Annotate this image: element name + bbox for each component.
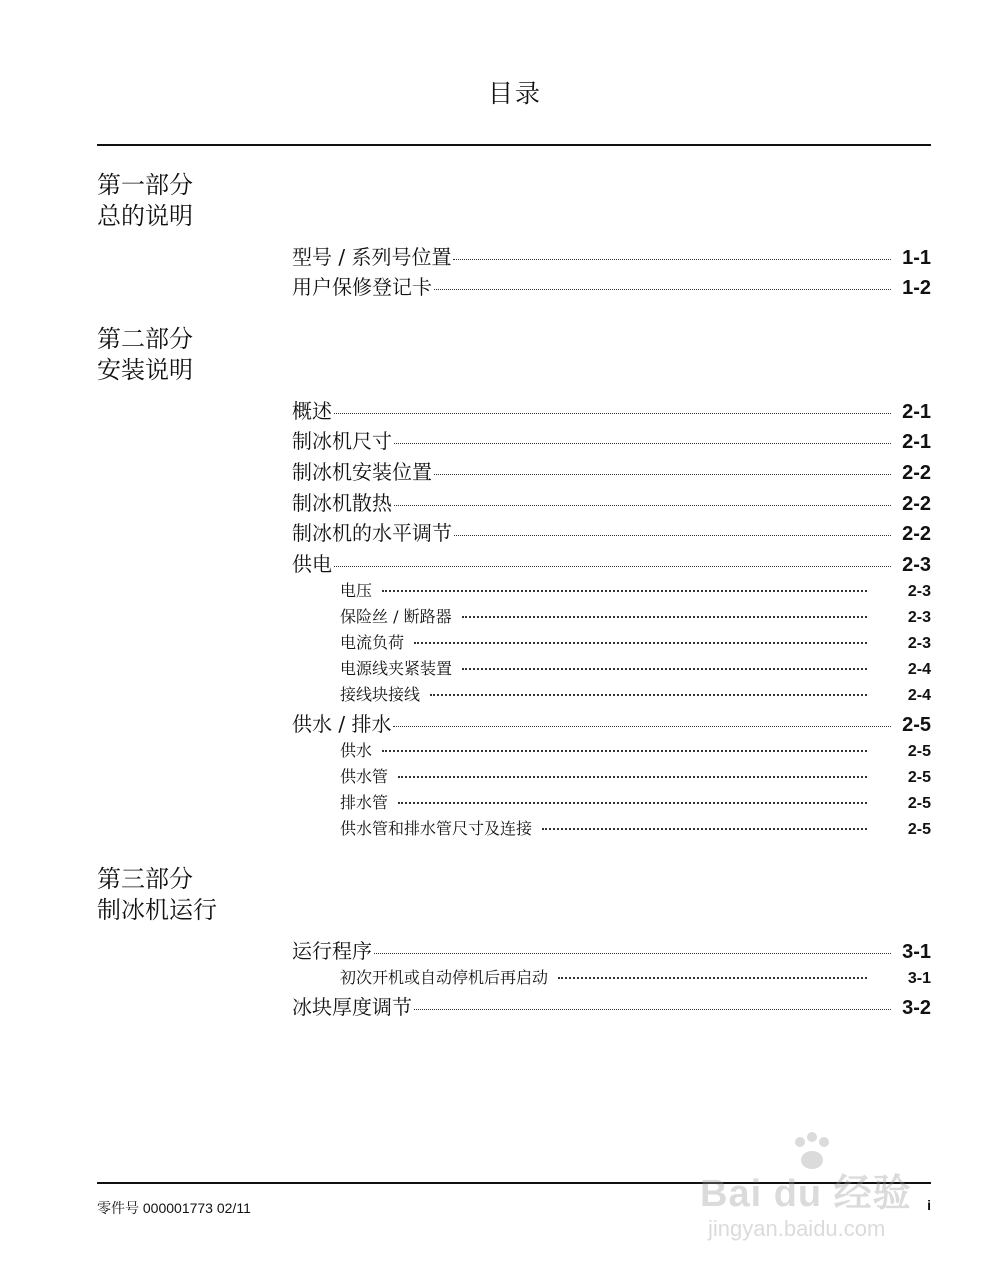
toc-subentry[interactable]	[340, 965, 931, 989]
toc-subentry-page: 2-4	[907, 661, 931, 678]
toc-subentry[interactable]	[340, 630, 931, 654]
toc-entry-page: 2-5	[902, 714, 931, 736]
toc-subentry-page: 2-5	[907, 769, 931, 786]
toc-subentry-page: 2-3	[907, 609, 931, 626]
toc-subentry-label: 电压	[340, 581, 373, 600]
toc-subentry-label: 保险丝 / 断路器	[340, 607, 452, 626]
toc-subentry-label: 电流负荷	[340, 633, 405, 652]
toc-subentry-page: 2-4	[907, 687, 931, 704]
toc-entry-label: 制冰机的水平调节	[292, 521, 452, 545]
dot-leader	[434, 474, 891, 475]
watermark-logo-text: Bai du 经验	[700, 1173, 912, 1215]
dot-leader	[414, 1009, 891, 1010]
toc-entry[interactable]	[292, 548, 931, 576]
toc-entry[interactable]	[292, 456, 931, 484]
part-number-footer: 零件号 000001773 02/11	[97, 1200, 251, 1216]
toc-entry-label: 供电	[292, 552, 332, 576]
toc-subentry-page: 2-5	[907, 743, 931, 760]
toc-subentry-page: 2-3	[907, 583, 931, 600]
toc-entry-label: 制冰机安装位置	[292, 460, 432, 484]
dot-leader	[334, 566, 891, 567]
toc-subentry-label: 供水管	[340, 767, 389, 786]
watermark-url: jingyan.baidu.com	[708, 1216, 886, 1241]
toc-entry-page: 2-2	[902, 462, 931, 484]
toc-subentry-label: 接线块接线	[340, 685, 421, 704]
dot-leader	[393, 726, 891, 727]
toc-subentry-label: 供水	[340, 741, 373, 760]
toc-entry-label: 供水 / 排水	[292, 712, 392, 736]
toc-subentry-page: 2-3	[907, 635, 931, 652]
page-number-footer: i	[927, 1197, 931, 1213]
dot-leader	[453, 259, 891, 260]
toc-subentry-label: 初次开机或自动停机后再启动	[340, 968, 549, 987]
page-title: 目录	[487, 79, 542, 108]
toc-subentry-label: 电源线夹紧装置	[340, 659, 453, 678]
toc-subentry[interactable]	[340, 790, 931, 814]
dot-leader	[398, 802, 867, 804]
part-three-number: 第三部分	[97, 865, 193, 893]
toc-entry[interactable]	[292, 271, 931, 299]
part-three-heading	[97, 864, 217, 926]
part-two-heading	[97, 324, 193, 386]
toc-entry-page: 3-1	[902, 941, 931, 963]
toc-subentry[interactable]	[340, 656, 931, 680]
toc-entry-page: 2-2	[902, 493, 931, 515]
toc-subentry[interactable]	[340, 682, 931, 706]
dot-leader	[394, 505, 891, 506]
part-three-title: 制冰机运行	[97, 896, 217, 924]
toc-entry[interactable]	[292, 395, 931, 423]
toc-entry-label: 运行程序	[292, 939, 372, 963]
toc-entry[interactable]	[292, 991, 931, 1019]
part-one-title: 总的说明	[97, 202, 193, 230]
toc-entry-page: 2-2	[902, 523, 931, 545]
toc-subentry-label: 供水管和排水管尺寸及连接	[340, 819, 533, 838]
dot-leader	[454, 535, 891, 536]
toc-entry-label: 用户保修登记卡	[292, 275, 432, 299]
toc-entry-label: 制冰机尺寸	[292, 429, 392, 453]
toc-subentry-page: 3-1	[907, 970, 931, 987]
top-divider	[97, 144, 931, 146]
part-two-title: 安装说明	[97, 356, 193, 384]
toc-entry-page: 1-2	[902, 277, 931, 299]
toc-entry[interactable]	[292, 517, 931, 545]
toc-subentry-page: 2-5	[907, 821, 931, 838]
dot-leader	[434, 289, 891, 290]
dot-leader	[558, 977, 867, 979]
toc-entry[interactable]	[292, 935, 931, 963]
toc-subentry[interactable]	[340, 578, 931, 602]
toc-entry-label: 型号 / 系列号位置	[292, 245, 452, 269]
dot-leader	[382, 590, 867, 592]
dot-leader	[430, 694, 867, 696]
toc-entry[interactable]	[292, 487, 931, 515]
toc-subentry-page: 2-5	[907, 795, 931, 812]
part-one-number: 第一部分	[97, 171, 193, 199]
baidu-watermark	[700, 1130, 940, 1270]
toc-entry-page: 2-1	[902, 401, 931, 423]
toc-subentry[interactable]	[340, 604, 931, 628]
part-one-heading	[97, 170, 193, 232]
toc-entry-page: 3-2	[902, 997, 931, 1019]
toc-entry-label: 冰块厚度调节	[292, 995, 412, 1019]
toc-entry-label: 制冰机散热	[292, 491, 392, 515]
toc-entry[interactable]	[292, 708, 931, 736]
toc-entry-page: 2-3	[902, 554, 931, 576]
dot-leader	[334, 413, 891, 414]
part-two-number: 第二部分	[97, 325, 193, 353]
dot-leader	[414, 642, 867, 644]
toc-entry[interactable]	[292, 241, 931, 269]
toc-subentry[interactable]	[340, 764, 931, 788]
toc-subentry-label: 排水管	[340, 793, 389, 812]
dot-leader	[462, 668, 867, 670]
dot-leader	[462, 616, 867, 618]
dot-leader	[374, 953, 891, 954]
toc-entry-page: 1-1	[902, 247, 931, 269]
dot-leader	[382, 750, 867, 752]
toc-entry-label: 概述	[292, 399, 332, 423]
dot-leader	[542, 828, 867, 830]
dot-leader	[398, 776, 867, 778]
dot-leader	[394, 443, 891, 444]
toc-entry[interactable]	[292, 425, 931, 453]
toc-subentry[interactable]	[340, 816, 931, 840]
toc-entry-page: 2-1	[902, 431, 931, 453]
toc-subentry[interactable]	[340, 738, 931, 762]
